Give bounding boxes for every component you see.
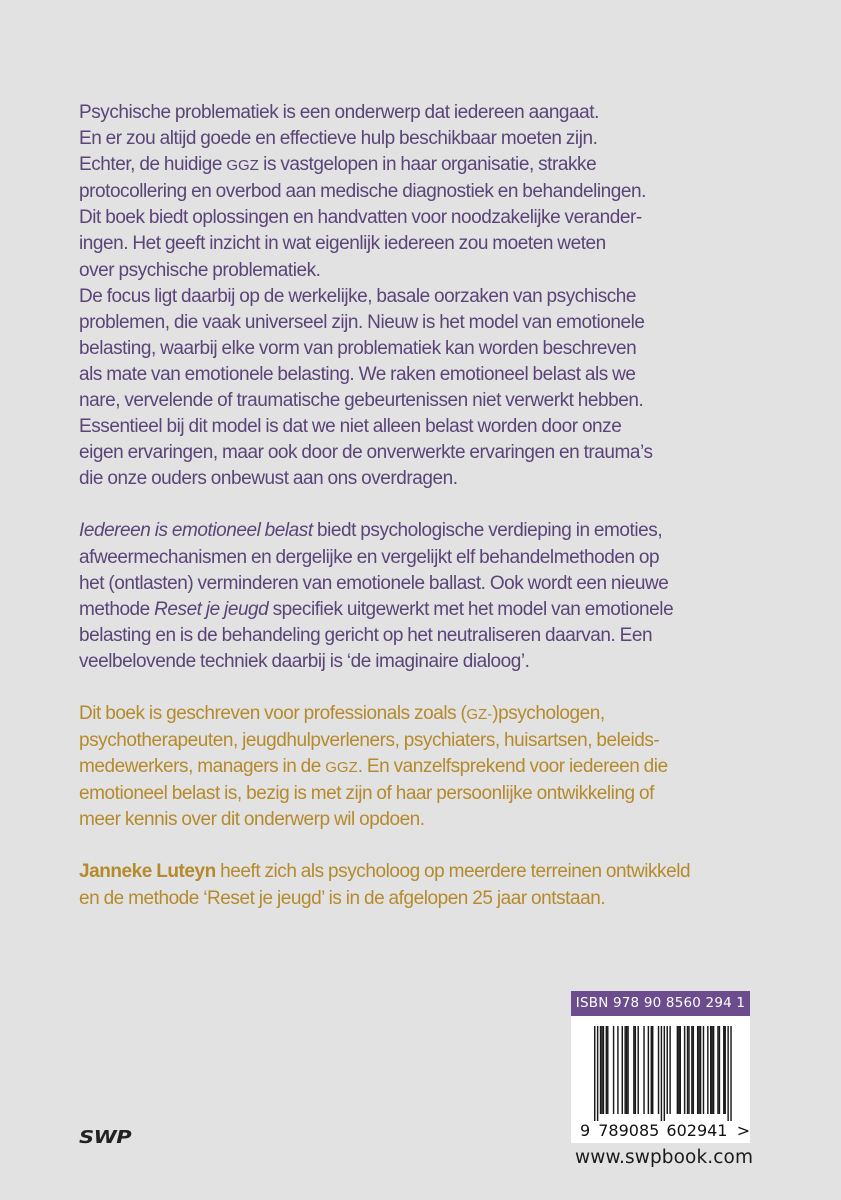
isbn-barcode-box [571,991,750,1143]
text-line: het (ontlasten) verminderen van emotionele ballast. Ook wordt een nieuwe [79,572,669,594]
barcode-bar [688,1026,689,1114]
paragraph-spacer [79,675,779,701]
paragraph-audience [79,701,779,833]
barcode-bar [635,1026,636,1114]
ggz-abbreviation: GGZ [226,157,259,175]
text-line: over psychische problematiek. [79,259,321,281]
text-span: is vastgelopen in haar organisatie, strakke [258,154,597,176]
barcode [571,991,750,1143]
text-line: problemen, die vaak universeel zijn. Nieuw is het model van emotionele [79,311,645,333]
barcode-bar [710,1026,711,1114]
isbn-label: ISBN 978 90 8560 294 1 [571,991,750,1016]
text-line: afweermechanismen en dergelijke en vergelijkt elf behandelmethoden op [79,546,660,568]
barcode-bar [658,1026,659,1114]
text-line [79,754,779,781]
barcode-guard-bar [597,1026,598,1121]
text-line: meer kennis over dit onderwerp wil opdoen. [79,809,425,831]
barcode-bar [651,1026,652,1114]
text-span: )psychologen, [492,702,605,724]
text-span: . En vanzelfsprekend voor iedereen die [357,756,668,778]
text-line: nare, vervelende of traumatische gebeurtenissen niet verwerkt hebben. [79,390,644,412]
barcode-bar [687,1026,688,1114]
barcode-bar [638,1026,639,1114]
text-line: veelbelovende techniek daarbij is ‘de imaginaire dialoog’. [79,650,530,672]
text-line: als mate van emotionele belasting. We raken emotioneel belast als we [79,363,636,385]
text-span: methode [79,598,155,620]
barcode-bar [713,1026,714,1114]
barcode-bar [703,1026,704,1114]
text-span: Dit boek is geschreven voor professionals zoals ( [79,702,467,724]
back-cover-blurb [79,100,779,912]
publisher-url: www.swpbook.com [575,1147,754,1168]
barcode-bar [626,1026,627,1114]
gz-abbreviation: GZ- [466,705,493,723]
barcode-guard-bar [664,1026,665,1121]
text-line: ingen. Het geeft inzicht in wat eigenlijk iedereen zou moeten weten [79,233,606,255]
barcode-bar [633,1026,634,1114]
barcode-bar [719,1026,720,1114]
barcode-bar [643,1026,644,1114]
text-line: en de methode ‘Reset je jeugd’ is in de afgelopen 25 jaar ontstaan. [79,887,606,909]
paragraph-book-description [79,518,779,675]
text-line [79,597,779,623]
barcode-left-digits: 789085 [598,1121,660,1140]
barcode-bar [617,1026,618,1114]
paragraph-spacer [79,492,779,518]
text-line: die onze ouders onbewust aan ons overdragen. [79,468,458,490]
text-line: belasting en is de behandeling gericht op het neutraliseren daarvan. Een [79,624,653,646]
barcode-bar [684,1026,685,1114]
text-span: specifiek uitgewerkt met het model van emotionele [268,598,674,620]
barcode-bar [669,1026,670,1114]
barcode-bar [627,1026,628,1114]
book-title-italic: Iedereen is emotioneel belast [79,520,313,542]
barcode-right-digits: 602941 [666,1121,728,1140]
barcode-first-digit: 9 [580,1121,591,1140]
barcode-bar [603,1026,604,1114]
text-line: eigen ervaringen, maar ook door de onverwerkte ervaringen en trauma’s [79,442,653,464]
barcode-bar [698,1026,699,1114]
text-span: biedt psychologische verdieping in emoties, [312,520,663,542]
barcode-guard-bar [594,1026,595,1121]
text-span: heeft zich als psycholoog op meerdere terreinen ontwikkeld [215,861,691,883]
barcode-bar [677,1026,678,1114]
text-line: psychotherapeuten, jeugdhulpverleners, psychiaters, huisartsen, beleids- [79,730,660,752]
barcode-quiet-zone-marker: > [736,1121,750,1140]
text-line: En er zou altijd goede en effectieve hulp beschikbaar moeten zijn. [79,128,598,150]
barcode-bar [607,1026,608,1114]
barcode-bar [622,1026,623,1114]
text-line [79,152,779,179]
publisher-logo: SWP [79,1127,132,1148]
text-line: Psychische problematiek is een onderwerp dat iedereen aangaat. [79,102,599,123]
barcode-bar [697,1026,698,1114]
text-line [79,859,779,885]
text-line [79,518,779,544]
paragraph-author-bio [79,859,779,911]
barcode-bar [606,1026,607,1114]
barcode-bar [680,1026,681,1114]
barcode-guard-bar [727,1026,728,1121]
barcode-bar [723,1026,724,1114]
paragraph-intro [79,100,779,492]
barcode-bar [624,1026,625,1114]
barcode-bar [648,1026,649,1114]
text-line: Essentieel bij dit model is dat we niet alleen belast worden door onze [79,416,622,438]
barcode-bar [601,1026,602,1114]
paragraph-spacer [79,833,779,859]
text-line [79,701,779,728]
barcode-bar [652,1026,653,1114]
barcode-guard-bar [730,1026,731,1121]
text-line: protocollering en overbod aan medische diagnostiek en behandelingen. [79,181,646,203]
barcode-guard-bar [661,1026,662,1121]
text-line: emotioneel belast is, bezig is met zijn of haar persoonlijke ontwikkeling of [79,783,654,805]
text-line: De focus ligt daarbij op de werkelijke, basale oorzaken van psychische [79,285,637,307]
barcode-bar [678,1026,679,1114]
barcode-bar [691,1026,692,1114]
barcode-bar [693,1026,694,1114]
barcode-bar [700,1026,701,1114]
barcode-bar [600,1026,601,1114]
barcode-bar [667,1026,668,1114]
barcode-bar [725,1026,726,1114]
method-name-italic: Reset je jeugd [154,598,269,620]
text-line: belasting, waarbij elke vorm van problematiek kan worden beschreven [79,337,637,359]
barcode-bar [711,1026,712,1114]
barcode-bar [717,1026,718,1114]
text-line: Dit boek biedt oplossingen en handvatten voor noodzakelijke verander- [79,207,642,229]
barcode-bar [707,1026,708,1114]
text-span: Echter, de huidige [79,154,227,176]
author-name: Janneke Luteyn [79,861,216,883]
barcode-bar [613,1026,614,1114]
text-span: medewerkers, managers in de [79,756,326,778]
ggz-abbreviation: GGZ [325,759,358,777]
